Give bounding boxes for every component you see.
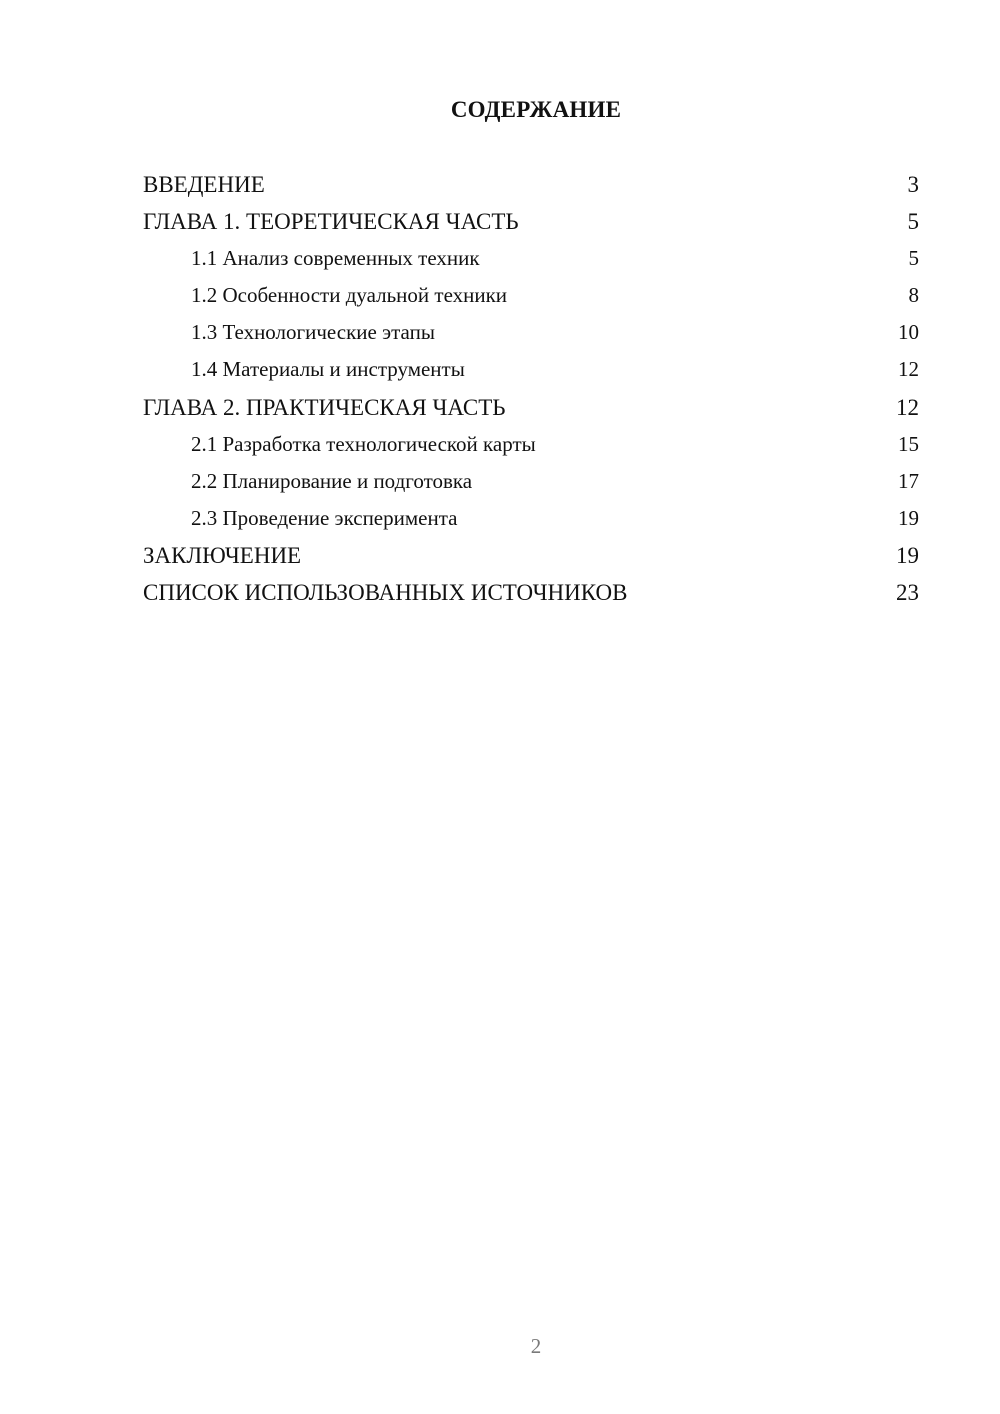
toc-entry-page: 12	[896, 394, 919, 420]
toc-entry-page: 5	[908, 246, 919, 271]
toc-entry-section-2-3[interactable]	[143, 500, 919, 537]
toc-entry-section-2-1[interactable]	[143, 426, 919, 463]
toc-heading: СОДЕРЖАНИЕ	[450, 97, 622, 122]
toc-entry-page: 15	[898, 431, 919, 456]
toc-entry-references[interactable]	[143, 574, 919, 611]
toc-entry-section-1-3[interactable]	[143, 314, 919, 351]
toc-entry-chapter-2[interactable]	[143, 389, 919, 426]
page-number: 2	[530, 1334, 542, 1358]
toc-entry-introduction[interactable]	[143, 166, 919, 203]
toc-entry-section-1-2[interactable]	[143, 277, 919, 314]
toc-entry-label: 1.3 Технологические этапы	[191, 320, 435, 345]
toc-entry-page: 19	[898, 505, 919, 530]
toc-entry-label: ГЛАВА 1. ТЕОРЕТИЧЕСКАЯ ЧАСТЬ	[143, 209, 519, 235]
toc-entry-label: 1.4 Материалы и инструменты	[191, 357, 465, 382]
toc-entry-section-1-4[interactable]	[143, 351, 919, 388]
toc-entry-page: 17	[898, 468, 919, 493]
toc-entry-page: 23	[896, 580, 919, 606]
toc-entry-label: СПИСОК ИСПОЛЬЗОВАННЫХ ИСТОЧНИКОВ	[143, 580, 628, 606]
toc-entry-label: 2.2 Планирование и подготовка	[191, 468, 473, 493]
toc-entry-page: 3	[907, 172, 919, 197]
toc-entry-page: 19	[896, 542, 919, 568]
toc-entry-section-2-2[interactable]	[143, 463, 919, 500]
toc-entry-label: ГЛАВА 2. ПРАКТИЧЕСКАЯ ЧАСТЬ	[143, 394, 506, 420]
toc-entry-label: 2.1 Разработка технологической карты	[191, 431, 536, 456]
table-of-contents	[143, 166, 919, 611]
toc-entry-page: 5	[907, 209, 919, 235]
toc-entry-section-1-1[interactable]	[143, 240, 919, 277]
toc-entry-page: 8	[908, 283, 919, 308]
toc-entry-label: 1.1 Анализ современных техник	[191, 246, 480, 271]
toc-entry-label: ВВЕДЕНИЕ	[143, 172, 265, 197]
toc-entry-label: ЗАКЛЮЧЕНИЕ	[143, 542, 302, 568]
toc-entry-page: 12	[898, 357, 919, 382]
toc-entry-label: 1.2 Особенности дуальной техники	[191, 283, 508, 308]
toc-entry-page: 10	[898, 320, 919, 345]
toc-entry-conclusion[interactable]	[143, 537, 919, 574]
toc-entry-chapter-1[interactable]	[143, 203, 919, 240]
toc-entry-label: 2.3 Проведение эксперимента	[191, 505, 458, 530]
